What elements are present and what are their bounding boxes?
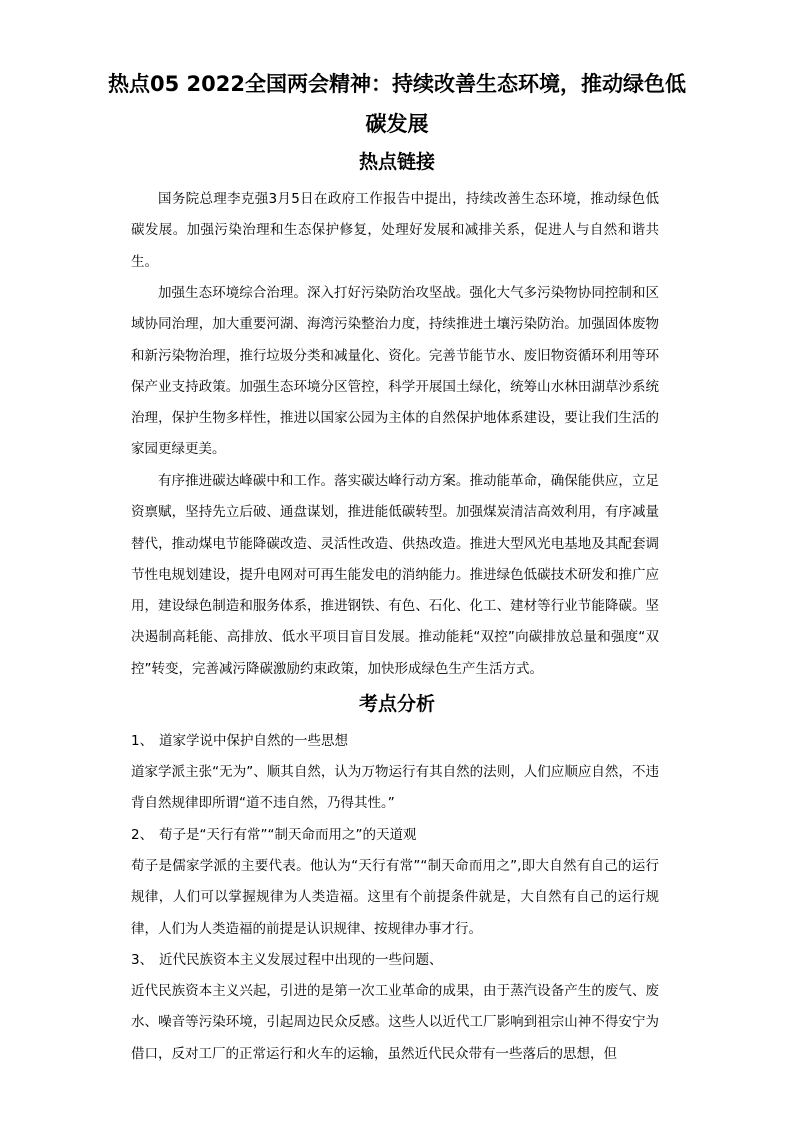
- document-title: 热点05 2022全国两会精神：持续改善生态环境，推动绿色低碳发展: [108, 72, 686, 136]
- paragraph: 加强生态环境综合治理。深入打好污染防治攻坚战。强化大气多污染物协同控制和区域协同治理，加大重要河湖、海湾污染整治力度，持续推进土壤污染防治。加强固体废物和新污染物治理，推行垃圾分类和减量化、资化。完善节能节水、废旧物资循环利用等环保产业支持政策。加强生态环境分区管控，科学开展国土绿化，统筹山水林田湖草沙系统治理，保护生物多样性，推进以国家公园为主体的自然保护地体系建设，要让我们生活的家园更绿更美。: [131, 285, 659, 458]
- paragraph: 有序推进碳达峰碳中和工作。落实碳达峰行动方案。推动能革命，确保能供应，立足资禀赋，坚持先立后破、通盘谋划，推进能低碳转型。加强煤炭清洁高效利用，有序减量替代，推动煤电节能降碳改造、灵活性改造、供热改造。推进大型风光电基地及其配套调节性电规划建设，提升电网对可再生能发电的消纳能力。推进绿色低碳技术研发和推广应用，建设绿色制造和服务体系，推进钢铁、有色、石化、化工、建材等行业节能降碳。坚决遏制高耗能、高排放、低水平项目盲目发展。推动能耗“双控”向碳排放总量和强度“双控”转变，完善减污降碳激励约束政策，加快形成绿色生产生活方式。: [131, 473, 659, 677]
- paragraph: 国务院总理李克强3月5日在政府工作报告中提出，持续改善生态环境，推动绿色低碳发展。加强污染治理和生态保护修复，处理好发展和减排关系，促进人与自然和谐共生。: [131, 191, 659, 270]
- list-item-title: 荀子是“天行有常”“制天命而用之”的天道观: [159, 827, 417, 843]
- list-item-number: 2、: [131, 827, 154, 843]
- list-item-body: 近代民族资本主义兴起，引进的是第一次工业革命的成果，由于蒸汽设备产生的废气、废水、噪音等污染环境，引起周边民众反感。这些人以近代工厂影响到祖宗山神不得安宁为借口，反对工厂的正常运行和火车的运输，虽然近代民众带有一些落后的思想，但: [131, 983, 659, 1062]
- list-item-title: 近代民族资本主义发展过程中出现的一些问题、: [159, 952, 443, 968]
- list-item-heading: [131, 820, 659, 851]
- list-item-body: 道家学派主张“无为”、顺其自然，认为万物运行有其自然的法则，人们应顺应自然，不违背自然规律即所谓“道不违自然，乃得其性。”: [131, 764, 659, 812]
- section-heading-analysis: 考点分析: [358, 693, 435, 715]
- list-item-title: 道家学说中保护自然的一些思想: [159, 733, 348, 749]
- list-item-number: 1、: [131, 733, 154, 749]
- list-item-heading: [131, 945, 659, 976]
- section-heading-hot-links: 热点链接: [358, 151, 435, 173]
- list-item-heading: [131, 726, 659, 757]
- list-item-number: 3、: [131, 952, 154, 968]
- list-item-body: 荀子是儒家学派的主要代表。他认为“天行有常”“制天命而用之”,即大自然有自己的运行规律，人们可以掌握规律为人类造福。这里有个前提条件就是，大自然有自己的运行规律，人们为人类造福的前提是认识规律、按规律办事才行。: [131, 858, 659, 937]
